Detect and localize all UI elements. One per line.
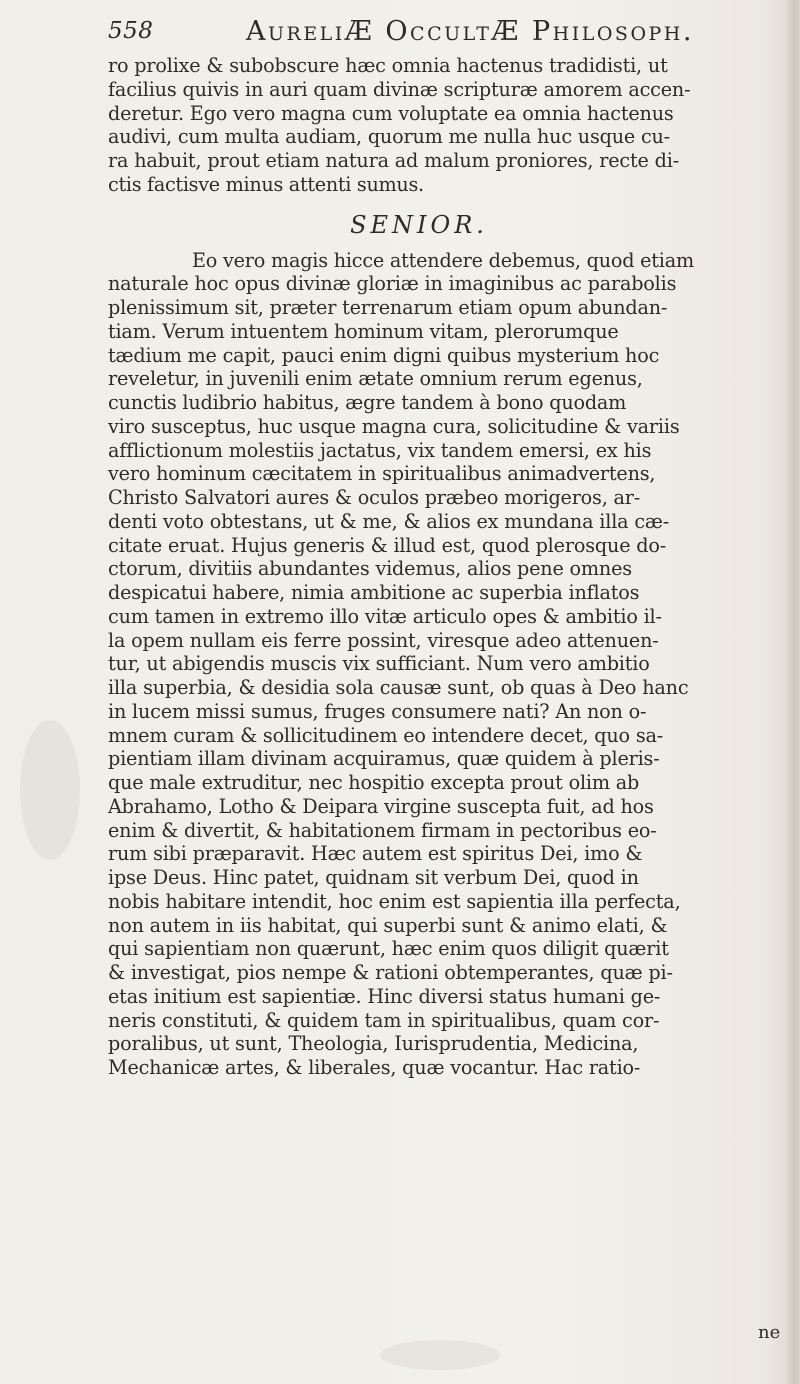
- text-line: illa superbia, & desidia sola causæ sunt, ob quas à Deo hanc: [108, 676, 689, 699]
- text-line: plenissimum sit, præter terrenarum etiam opum abundan-: [108, 296, 668, 319]
- paragraph-before-heading: [108, 54, 790, 197]
- text-line: denti voto obtestans, ut & me, & alios ex mundana illa cæ-: [108, 509, 670, 533]
- text-line: ipse Deus. Hinc patet, quidnam sit verbum Dei, quod in: [108, 866, 639, 889]
- text-line: neris constituti, & quidem tam in spiritualibus, quam cor-: [108, 1008, 660, 1032]
- page-number: 558: [108, 18, 154, 44]
- text-line: viro susceptus, huc usque magna cura, solicitudine & variis: [108, 414, 680, 438]
- text-line: ctorum, divitiis abundantes videmus, alios pene omnes: [108, 557, 632, 581]
- text-line: naturale hoc opus divinæ gloriæ in imaginibus ac parabolis: [108, 272, 677, 296]
- text-line: cunctis ludibrio habitus, ægre tandem à bono quodam: [108, 391, 627, 414]
- text-line: ro prolixe & subobscure hæc omnia hactenus tradidisti, ut: [108, 54, 668, 77]
- text-line: pientiam illam divinam acquiramus, quæ quidem à pleris-: [108, 747, 660, 771]
- text-line: in lucem missi sumus, fruges consumere nati? An non o-: [108, 699, 647, 723]
- text-line: Mechanicæ artes, & liberales, quæ vocantur. Hac ratio-: [108, 1056, 641, 1079]
- text-line: reveletur, in juvenili enim ætate omnium rerum egenus,: [108, 367, 643, 391]
- running-head: AureliÆ OccultÆ Philosoph.: [246, 16, 694, 47]
- text-line: qui sapientiam non quærunt, hæc enim quos diligit quærit: [108, 937, 669, 961]
- speaker-heading: SENIOR.: [350, 210, 488, 239]
- page-header: [108, 12, 748, 52]
- text-line: nobis habitare intendit, hoc enim est sapientia illa perfecta,: [108, 889, 681, 913]
- text-line: Eo vero magis hicce attendere debemus, quod etiam: [192, 248, 694, 272]
- text-line: & investigat, pios nempe & rationi obtemperantes, quæ pi-: [108, 961, 673, 984]
- catchword: ne: [758, 1322, 781, 1343]
- text-line: que male extruditur, nec hospitio excepta prout olim ab: [108, 771, 640, 794]
- text-line: facilius quivis in auri quam divinæ scripturæ amorem accen-: [108, 77, 691, 101]
- text-line: deretur. Ego vero magna cum voluptate ea omnia hactenus: [108, 101, 674, 125]
- text-line: Christo Salvatori aures & oculos præbeo morigeros, ar-: [108, 486, 641, 509]
- text-line: ctis factisve minus attenti sumus.: [108, 172, 424, 196]
- paper-stain: [20, 720, 80, 860]
- paper-stain: [380, 1340, 500, 1370]
- text-line: afflictionum molestiis jactatus, vix tandem emersi, ex his: [108, 438, 652, 462]
- text-line: despicatui habere, nimia ambitione ac superbia inflatos: [108, 581, 640, 604]
- text-line: non autem in iis habitat, qui superbi sunt & animo elati, &: [108, 913, 668, 937]
- text-line: poralibus, ut sunt, Theologia, Iurisprudentia, Medicina,: [108, 1032, 639, 1056]
- text-line: citate eruat. Hujus generis & illud est, quod plerosque do-: [108, 533, 667, 557]
- text-line: etas initium est sapientiæ. Hinc diversi status humani ge-: [108, 984, 661, 1008]
- text-line: enim & divertit, & habitationem firmam in pectoribus eo-: [108, 818, 657, 842]
- text-line: ra habuit, prout etiam natura ad malum proniores, recte di-: [108, 149, 680, 172]
- text-line: vero hominum cæcitatem in spiritualibus animadvertens,: [108, 462, 656, 486]
- body-text: [108, 54, 790, 1080]
- text-line: tædium me capit, pauci enim digni quibus mysterium hoc: [108, 343, 660, 367]
- text-line: tur, ut abigendis muscis vix sufficiant. Num vero ambitio: [108, 652, 650, 676]
- paragraph-after-heading: [108, 249, 790, 1080]
- text-line: Abrahamo, Lotho & Deipara virgine suscepta fuit, ad hos: [108, 794, 654, 818]
- text-line: audivi, cum multa audiam, quorum me nulla huc usque cu-: [108, 125, 670, 149]
- text-line: mnem curam & sollicitudinem eo intendere decet, quo sa-: [108, 723, 664, 747]
- text-line: cum tamen in extremo illo vitæ articulo opes & ambitio il-: [108, 604, 662, 628]
- text-line: tiam. Verum intuentem hominum vitam, plerorumque: [108, 319, 619, 343]
- text-line: rum sibi præparavit. Hæc autem est spiritus Dei, imo &: [108, 842, 643, 866]
- text-line: la opem nullam eis ferre possint, viresque adeo attenuen-: [108, 628, 659, 652]
